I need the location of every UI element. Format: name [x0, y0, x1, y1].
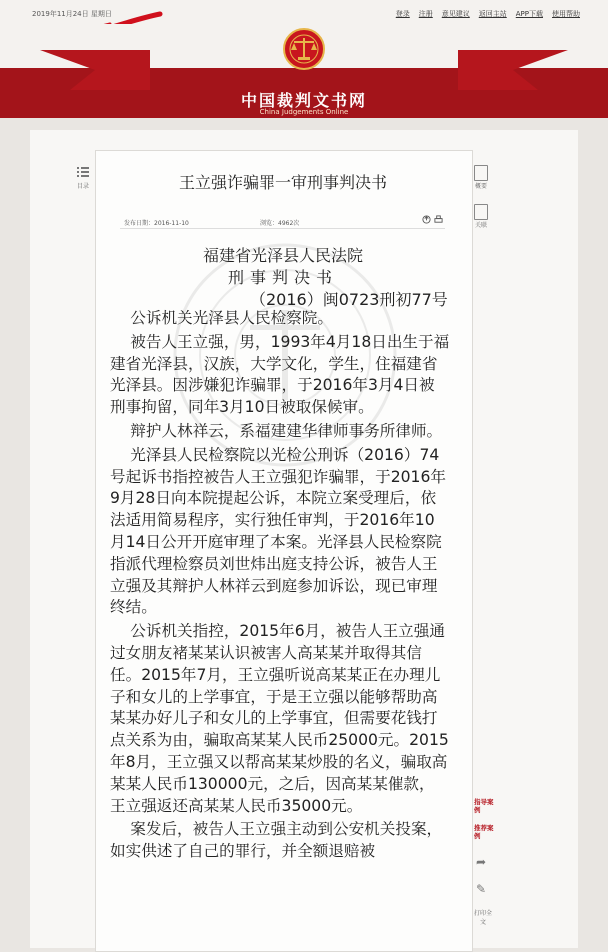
court-name: 福建省光泽县人民法院: [202, 246, 363, 265]
site-title: 中国裁判文书网: [240, 91, 367, 110]
paragraph: 公诉机关光泽县人民检察院。: [130, 309, 333, 327]
guide-cases-link[interactable]: 指导案例: [474, 798, 494, 814]
paragraph: 被告人王立强，男，1993年4月18日出生于福建省光泽县，汉族，大学文化，学生，住福建省光泽县。因涉嫌犯诈骗罪，于2016年3月4日被刑事拘留，同年3月10日被取保候审。: [110, 332, 450, 417]
paragraph: 公诉机关指控，2015年6月，被告人王立强通过女朋友褚某某认识被害人高某某并取得其信任。2015年7月，王立强听说高某某正在办理儿子和女儿的上学事宜，于是王立强以能够帮助高某某办好儿子和女儿的上学事宜，但需要花钱打点关系为由，骗取高某某人民币25000元。2015年8月，王立强又以帮高某某炒股的名义，骗取高某某人民币130000元，之后，因高某某催款，王立强返还高某某人民币35000元。: [110, 622, 449, 815]
meta-icons: [422, 215, 443, 224]
document-title: 王立强诈骗罪一审刑事判决书: [178, 173, 387, 192]
paragraph: 案发后，被告人王立强主动到公安机关投案，如实供述了自己的罪行，并全额退赔被: [110, 820, 443, 861]
related-label: 关联: [474, 222, 487, 229]
publish-date: 发布日期：2016-11-10: [124, 220, 189, 227]
share-icon[interactable]: [422, 215, 431, 224]
toc-button[interactable]: [76, 165, 90, 190]
current-date: 2019年11月24日 星期日: [32, 10, 112, 18]
top-bar: [0, 0, 608, 24]
site-banner: [0, 24, 608, 118]
paragraph: 光泽县人民检察院以光检公刑诉（2016）74号起诉书指控被告人王立强犯诈骗罪，于2016年9月28日向本院提起公诉，本院立案受理后，依法适用简易程序，实行独任审判，于2016年10月14日公开开庭审理了本案。光泽县人民检察院指派代理检察员刘世炜出庭支持公诉，被告人王立强及其辩护人林祥云到庭参加诉讼，现已审理终结。: [110, 445, 446, 617]
feedback-link[interactable]: 意见建议: [441, 10, 470, 18]
paragraph: 辩护人林祥云，系福建建华律师事务所律师。: [130, 421, 443, 440]
edit-icon[interactable]: ✎: [476, 882, 487, 896]
recommend-cases-link[interactable]: 推荐案例: [474, 824, 494, 840]
related-button[interactable]: [474, 204, 488, 229]
document-meta: [120, 212, 445, 229]
share-icon[interactable]: ➦: [476, 855, 487, 869]
site-subtitle: China Judgements Online: [259, 108, 349, 116]
list-icon: [76, 165, 90, 179]
help-link[interactable]: 使用帮助: [552, 10, 580, 18]
document-type: 刑事判决书: [227, 268, 338, 287]
document-icon: [474, 204, 488, 220]
judgment-body: [110, 308, 450, 865]
top-links: [396, 9, 580, 19]
court-emblem-icon: [279, 24, 329, 74]
main-site-link[interactable]: 返回主站: [478, 10, 507, 18]
register-link[interactable]: 注册: [418, 10, 433, 18]
print-button[interactable]: 打印全文: [473, 910, 492, 926]
login-link[interactable]: 登录: [395, 10, 410, 18]
ribbon-right: [458, 50, 568, 90]
toc-label: 目录: [76, 183, 89, 190]
document-icon: [474, 165, 488, 181]
summary-label: 概要: [474, 183, 487, 190]
summary-button[interactable]: [474, 165, 488, 190]
print-icon[interactable]: [434, 215, 443, 224]
app-download-link[interactable]: APP下载: [515, 10, 543, 18]
ribbon-left: [40, 50, 150, 90]
case-number: （2016）闽0723刑初77号: [250, 290, 448, 309]
view-count: 浏览：4962次: [260, 220, 300, 227]
